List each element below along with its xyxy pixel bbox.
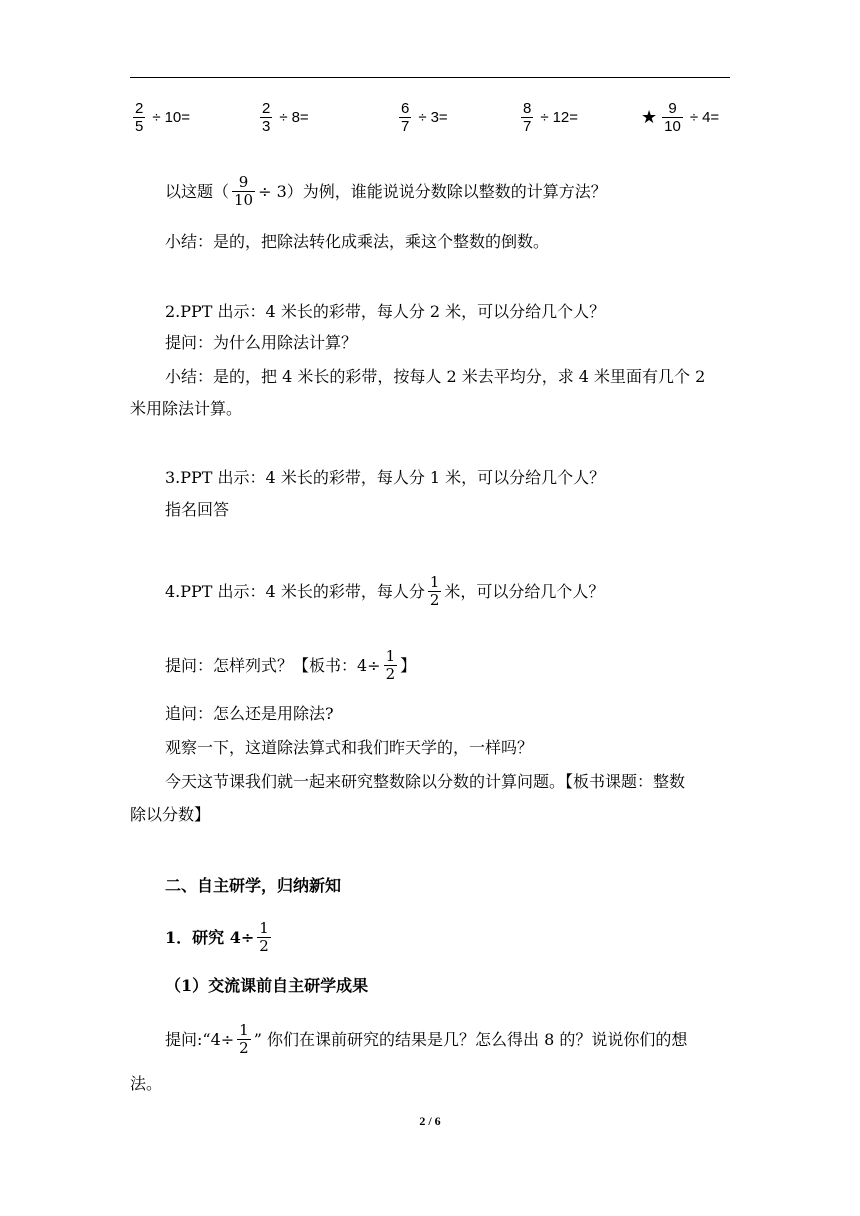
- fraction: $\frac{1}{2}$: [385, 647, 396, 683]
- observe-line: 观察一下，这道除法算式和我们昨天学的，一样吗？: [165, 738, 534, 757]
- item-4-line: 4.PPT 出示：4 米长的彩带，每人分 $\frac{1}{2}$ 米，可以分给几个人？: [165, 573, 605, 609]
- ask-result-line: 提问:“4÷ $\frac{1}{2}$ ” 你们在课前研究的结果是几？怎么得出 8 的？说说你们的想: [165, 1021, 688, 1057]
- item-3-line-1: 3.PPT 出示：4 米长的彩带，每人分 1 米，可以分给几个人？: [165, 468, 606, 487]
- header-rule: [130, 77, 730, 78]
- exercise-2: $\frac{2}{3}$ ÷ 8=: [262, 100, 309, 135]
- fraction: $\frac{1}{2}$: [259, 919, 269, 955]
- question-formula: 提问：怎样列式？【板书：4÷ $\frac{1}{2}$ 】: [165, 647, 417, 683]
- fraction: $\frac{2}{3}$: [262, 100, 271, 135]
- item-3-line-2: 指名回答: [165, 500, 230, 519]
- exercise-5: ★ $\frac{9}{10}$ ÷ 4=: [641, 100, 720, 135]
- star-icon: ★: [641, 107, 658, 127]
- fraction: $\frac{8}{7}$: [523, 100, 532, 135]
- today-line-1: 今天这节课我们就一起来研究整数除以分数的计算问题。【板书课题：整数: [165, 772, 686, 791]
- fraction: $\frac{2}{5}$: [135, 100, 144, 135]
- item-2-line-1: 2.PPT 出示：4 米长的彩带，每人分 2 米，可以分给几个人？: [165, 302, 606, 321]
- item-2-line-4: 米用除法计算。: [130, 399, 243, 418]
- exercise-1: $\frac{2}{5}$ ÷ 10=: [135, 100, 191, 135]
- sub-heading-1: （1）交流课前自主研学成果: [165, 976, 369, 995]
- fraction: $\frac{1}{2}$: [429, 573, 440, 609]
- item-2-line-2: 提问：为什么用除法计算？: [165, 333, 358, 352]
- exercise-4: $\frac{8}{7}$ ÷ 12=: [523, 100, 579, 135]
- fraction: $\frac{9}{10}$: [664, 100, 681, 135]
- research-heading: 1．研究 4÷ $\frac{1}{2}$: [165, 919, 269, 955]
- summary-1: 小结：是的，把除法转化成乘法，乘这个整数的倒数。: [165, 232, 550, 251]
- exercise-3: $\frac{6}{7}$ ÷ 3=: [401, 100, 448, 135]
- section-heading: 二、自主研学，归纳新知: [165, 876, 342, 895]
- fraction: $\frac{1}{2}$: [239, 1021, 249, 1057]
- item-2-line-3: 小结：是的，把 4 米长的彩带，按每人 2 米去平均分，求 4 米里面有几个 2: [165, 367, 706, 386]
- ask-result-line-2: 法。: [130, 1074, 163, 1093]
- fraction: $\frac{9}{10}$: [234, 173, 254, 209]
- fraction: $\frac{6}{7}$: [401, 100, 410, 135]
- followup-1: 追问：怎么还是用除法?: [165, 704, 334, 723]
- page-number: 2 / 6: [419, 1114, 441, 1128]
- example-line: 以这题（ $\frac{9}{10}$ ÷ 3）为例，谁能说说分数除以整数的计算方法？: [165, 173, 607, 209]
- today-line-2: 除以分数】: [130, 805, 211, 824]
